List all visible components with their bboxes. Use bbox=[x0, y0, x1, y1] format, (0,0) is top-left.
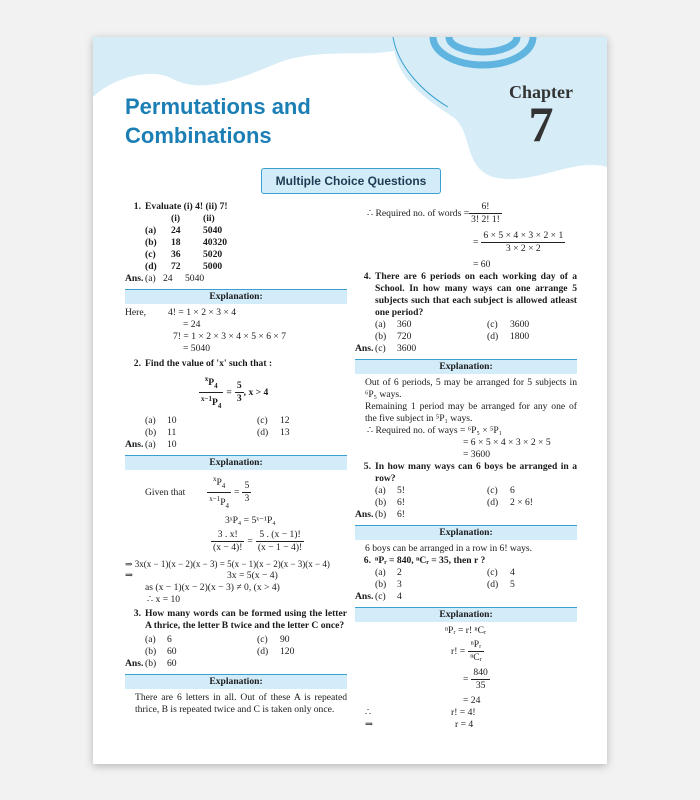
chapter-number: 7 bbox=[528, 96, 554, 152]
option-key: (b) bbox=[145, 646, 157, 658]
explanation-heading: Explanation: bbox=[355, 359, 577, 374]
answer-row bbox=[125, 658, 347, 670]
question-number: 6. bbox=[363, 555, 371, 566]
option-value: 120 bbox=[280, 646, 295, 658]
option-key: (d) bbox=[487, 331, 499, 342]
question-text: ⁿPᵣ = 840, ⁿCᵣ = 35, then r ? bbox=[375, 555, 486, 566]
explanation-heading: Explanation: bbox=[125, 674, 347, 689]
option-key: (b) bbox=[145, 427, 157, 439]
option-ii: 5020 bbox=[203, 249, 223, 260]
exp-text: r! = 4! bbox=[451, 707, 476, 718]
ans-key: (c) bbox=[375, 591, 386, 602]
question-number: 4. bbox=[363, 271, 371, 282]
answer-row bbox=[355, 509, 577, 521]
fraction: $\frac{5}{3}$ bbox=[244, 480, 250, 505]
exp-text: ⇒ bbox=[125, 570, 134, 582]
question-text: There are 6 periods on each working day of a School. In how many ways can one arrange 5 subjects such that each subject is allowed atleast one period? bbox=[375, 271, 577, 318]
question-number: 2. bbox=[133, 358, 141, 369]
exp-text: 4! = 1 × 2 × 3 × 4 bbox=[168, 307, 237, 318]
ans-label: Ans. bbox=[125, 658, 144, 670]
q2-equation: $\frac{^xP_4}{^{x-1}P_4}$ = $\frac{5}{3}$ , x > 4 bbox=[201, 375, 269, 411]
option-row bbox=[355, 319, 577, 331]
exp-text: = 24 bbox=[463, 695, 481, 706]
book-page bbox=[93, 37, 607, 764]
exp-line: $\frac{3 . x!}{(x - 4)!}$ = $\frac{5 . (x - 1)!}{(x - 1 - 4)!}$ bbox=[213, 529, 303, 554]
exp-text: Remaining 1 period may be arranged for any one of the five subject in ⁵P₁ ways. bbox=[365, 401, 577, 424]
exp-line bbox=[355, 719, 577, 731]
exp-text: 3ˣP₄ = 5ˣ⁻¹P₄ bbox=[225, 515, 276, 527]
ans-label: Ans. bbox=[125, 273, 144, 284]
option-row bbox=[125, 415, 347, 427]
chapter-title bbox=[125, 92, 311, 150]
exp-text: ∴ Required no. of words = bbox=[367, 207, 470, 219]
option-i: 18 bbox=[171, 237, 181, 248]
header-ii: (ii) bbox=[203, 213, 215, 224]
ans-value: 4 bbox=[397, 591, 402, 602]
section-badge bbox=[261, 168, 441, 194]
explanation-heading: Explanation: bbox=[125, 289, 347, 304]
ans-label: Ans. bbox=[355, 509, 374, 520]
exp-line: = $\frac{840}{35}$ bbox=[463, 667, 488, 691]
option-row bbox=[125, 427, 347, 439]
ans-label: Ans. bbox=[355, 591, 374, 602]
fraction: $\frac{6 \times 5 \times 4 \times 3 \times 2 \times 1}{3 \times 2 \times 2}$ bbox=[483, 230, 564, 254]
explanation-heading: Explanation: bbox=[125, 455, 347, 470]
option-row bbox=[125, 646, 347, 658]
exp-line: = $\frac{6 \times 5 \times 4 \times 3 \times 2 \times 1}{3 \times 2 \times 2}$ bbox=[473, 230, 564, 254]
ans-value: 10 bbox=[167, 439, 177, 451]
option-row bbox=[125, 634, 347, 646]
ans-label: Ans. bbox=[125, 439, 144, 451]
question-text: Evaluate (i) 4! (ii) 7! bbox=[145, 201, 228, 212]
exp-text: 6 boys can be arranged in a row in 6! ways. bbox=[365, 543, 533, 554]
explanation-heading: Explanation: bbox=[355, 525, 577, 540]
option-value: 720 bbox=[397, 331, 412, 342]
fraction: $\frac{^xP_4}{^{x-1}P_4}$ bbox=[201, 375, 222, 411]
option-key: (b) bbox=[145, 237, 157, 248]
option-row bbox=[125, 261, 347, 273]
ans-value: 24 bbox=[163, 273, 173, 284]
exp-text: = 3600 bbox=[463, 449, 490, 460]
question-5 bbox=[355, 461, 577, 485]
condition: , x > 4 bbox=[243, 386, 269, 398]
option-key: (c) bbox=[257, 415, 268, 427]
ans-key: (a) bbox=[145, 439, 156, 451]
exp-line bbox=[355, 639, 577, 664]
chapter-label: Chapter bbox=[509, 82, 573, 102]
question-number: 5. bbox=[363, 461, 371, 472]
left-column bbox=[125, 201, 347, 716]
option-key: (d) bbox=[145, 261, 157, 272]
exp-text: ⁿPᵣ = r! ⁿCᵣ bbox=[445, 625, 487, 636]
option-key: (d) bbox=[257, 646, 269, 658]
exp-text: ∴ Required no. of ways = ⁶P₅ × ⁵P₁ bbox=[367, 425, 503, 436]
question-6 bbox=[355, 555, 577, 567]
exp-text: 3x = 5(x − 4) bbox=[227, 570, 278, 582]
fraction: $\frac{5 . (x - 1)!}{(x - 1 - 4)!}$ bbox=[257, 529, 303, 554]
question-text: Find the value of 'x' such that : bbox=[145, 358, 273, 369]
option-value: 5 bbox=[510, 579, 515, 590]
option-key: (d) bbox=[487, 497, 499, 508]
right-column bbox=[355, 201, 577, 731]
fraction: $\frac{\text{ⁿPᵣ}}{\text{ⁿCᵣ}}$ bbox=[470, 639, 482, 663]
option-key: (c) bbox=[487, 485, 498, 496]
option-value: 13 bbox=[280, 427, 290, 439]
ans-key: (b) bbox=[145, 658, 157, 670]
exp-text: Here, bbox=[125, 307, 147, 318]
option-value: 2 × 6! bbox=[510, 497, 533, 508]
exp-line bbox=[125, 570, 347, 582]
option-value: 360 bbox=[397, 319, 412, 330]
exp-text: There are 6 letters in all. Out of these A is repeated thrice, B is repeated twice and C is taken only once. bbox=[135, 692, 347, 716]
title-line-1: Permutations and bbox=[125, 94, 311, 119]
exp-line bbox=[355, 707, 577, 719]
option-row bbox=[355, 567, 577, 579]
option-key: (a) bbox=[375, 485, 386, 496]
exp-text: ⇒ 3x(x − 1)(x − 2)(x − 3) = 5(x − 1)(x − 2)(x − 3)(x − 4) bbox=[125, 559, 330, 570]
ans-value: 6! bbox=[397, 509, 405, 520]
answer-row bbox=[355, 343, 577, 355]
exp-text: = 24 bbox=[183, 319, 201, 330]
option-value: 3600 bbox=[510, 319, 530, 330]
ans-key: (b) bbox=[375, 509, 387, 520]
option-key: (c) bbox=[257, 634, 268, 646]
question-2 bbox=[125, 358, 347, 370]
question-number: 1. bbox=[133, 201, 141, 212]
question-1 bbox=[125, 201, 347, 213]
options-header bbox=[125, 213, 347, 225]
ans-label: Ans. bbox=[355, 343, 374, 354]
question-text: In how many ways can 6 boys be arranged in a row? bbox=[375, 461, 577, 484]
option-i: 36 bbox=[171, 249, 181, 260]
option-value: 2 bbox=[397, 567, 402, 578]
option-row bbox=[125, 225, 347, 237]
option-value: 6 bbox=[510, 485, 515, 496]
ans-value: 3600 bbox=[397, 343, 417, 354]
option-ii: 40320 bbox=[203, 237, 227, 248]
option-ii: 5040 bbox=[203, 225, 223, 236]
option-row bbox=[125, 249, 347, 261]
header-i: (i) bbox=[171, 213, 181, 224]
fraction: $\frac{3 . x!}{(x - 4)!}$ bbox=[213, 529, 243, 554]
fraction: $\frac{840}{35}$ bbox=[473, 667, 488, 691]
exp-line: Given that $\frac{^xP_4}{^{x-1}P_4}$ = $\frac{5}{3}$ bbox=[145, 475, 250, 511]
option-value: 90 bbox=[280, 634, 290, 646]
ans-key: (c) bbox=[375, 343, 386, 354]
ans-value: 60 bbox=[167, 658, 177, 670]
exp-line bbox=[125, 307, 347, 319]
exp-line bbox=[125, 331, 347, 343]
option-key: (a) bbox=[145, 634, 156, 646]
option-row bbox=[355, 331, 577, 343]
option-i: 24 bbox=[171, 225, 181, 236]
exp-text: Given that bbox=[145, 486, 186, 498]
option-value: 11 bbox=[167, 427, 177, 439]
answer-row bbox=[125, 439, 347, 451]
option-key: (b) bbox=[375, 331, 387, 342]
title-line-2: Combinations bbox=[125, 123, 272, 148]
question-3 bbox=[125, 608, 347, 632]
exp-text: 7! = 1 × 2 × 3 × 4 × 5 × 6 × 7 bbox=[173, 331, 287, 342]
option-value: 3 bbox=[397, 579, 402, 590]
option-value: 1800 bbox=[510, 331, 530, 342]
option-key: (c) bbox=[487, 319, 498, 330]
option-i: 72 bbox=[171, 261, 181, 272]
exp-text: Out of 6 periods, 5 may be arranged for 5 subjects in ⁶P₅ ways. bbox=[365, 377, 577, 400]
option-key: (b) bbox=[375, 497, 387, 508]
exp-line bbox=[125, 319, 347, 331]
exp-text: ⇒ bbox=[365, 719, 374, 730]
exp-text: = 5040 bbox=[183, 343, 210, 354]
option-key: (d) bbox=[257, 427, 269, 439]
option-value: 12 bbox=[280, 415, 290, 427]
question-4 bbox=[355, 271, 577, 319]
ans-value: 5040 bbox=[185, 273, 205, 284]
option-ii: 5000 bbox=[203, 261, 223, 272]
exp-text: r = 4 bbox=[455, 719, 474, 730]
exp-text: ∴ bbox=[365, 707, 372, 718]
section-badge-text: Multiple Choice Questions bbox=[275, 174, 427, 188]
exp-text: ∴ x = 10 bbox=[147, 594, 181, 606]
option-value: 4 bbox=[510, 567, 515, 578]
explanation-heading: Explanation: bbox=[355, 607, 577, 622]
fraction: $\frac{^xP_4}{^{x-1}P_4}$ bbox=[209, 475, 230, 511]
option-key: (a) bbox=[375, 567, 386, 578]
answer-row bbox=[355, 591, 577, 603]
option-key: (d) bbox=[487, 579, 499, 590]
option-key: (c) bbox=[145, 249, 156, 260]
option-key: (b) bbox=[375, 579, 387, 590]
ans-key: (a) bbox=[145, 273, 156, 284]
option-value: 6! bbox=[397, 497, 405, 508]
option-value: 6 bbox=[167, 634, 172, 646]
option-row bbox=[355, 579, 577, 591]
option-row bbox=[355, 485, 577, 497]
option-row bbox=[125, 237, 347, 249]
option-key: (a) bbox=[145, 415, 156, 427]
option-key: (c) bbox=[487, 567, 498, 578]
question-number: 3. bbox=[133, 608, 141, 620]
option-key: (a) bbox=[375, 319, 386, 330]
fraction: $\frac{5}{3}$ bbox=[236, 380, 242, 405]
option-row bbox=[355, 497, 577, 509]
exp-line bbox=[355, 201, 577, 226]
answer-row bbox=[125, 273, 347, 285]
exp-text: as (x − 1)(x − 2)(x − 3) ≠ 0, (x > 4) bbox=[145, 582, 280, 594]
option-value: 60 bbox=[167, 646, 177, 658]
exp-text: = 6 × 5 × 4 × 3 × 2 × 5 bbox=[463, 437, 551, 448]
option-value: 5! bbox=[397, 485, 405, 496]
option-key: (a) bbox=[145, 225, 157, 236]
fraction: $\frac{6!}{3! 2! 1!}$ bbox=[471, 201, 500, 225]
exp-text: r! = bbox=[451, 645, 466, 657]
option-value: 10 bbox=[167, 415, 177, 427]
exp-line bbox=[125, 343, 347, 355]
question-text: How many words can be formed using the letter A thrice, the letter B twice and the letter C once? bbox=[145, 608, 347, 632]
exp-text: = 60 bbox=[473, 259, 491, 270]
